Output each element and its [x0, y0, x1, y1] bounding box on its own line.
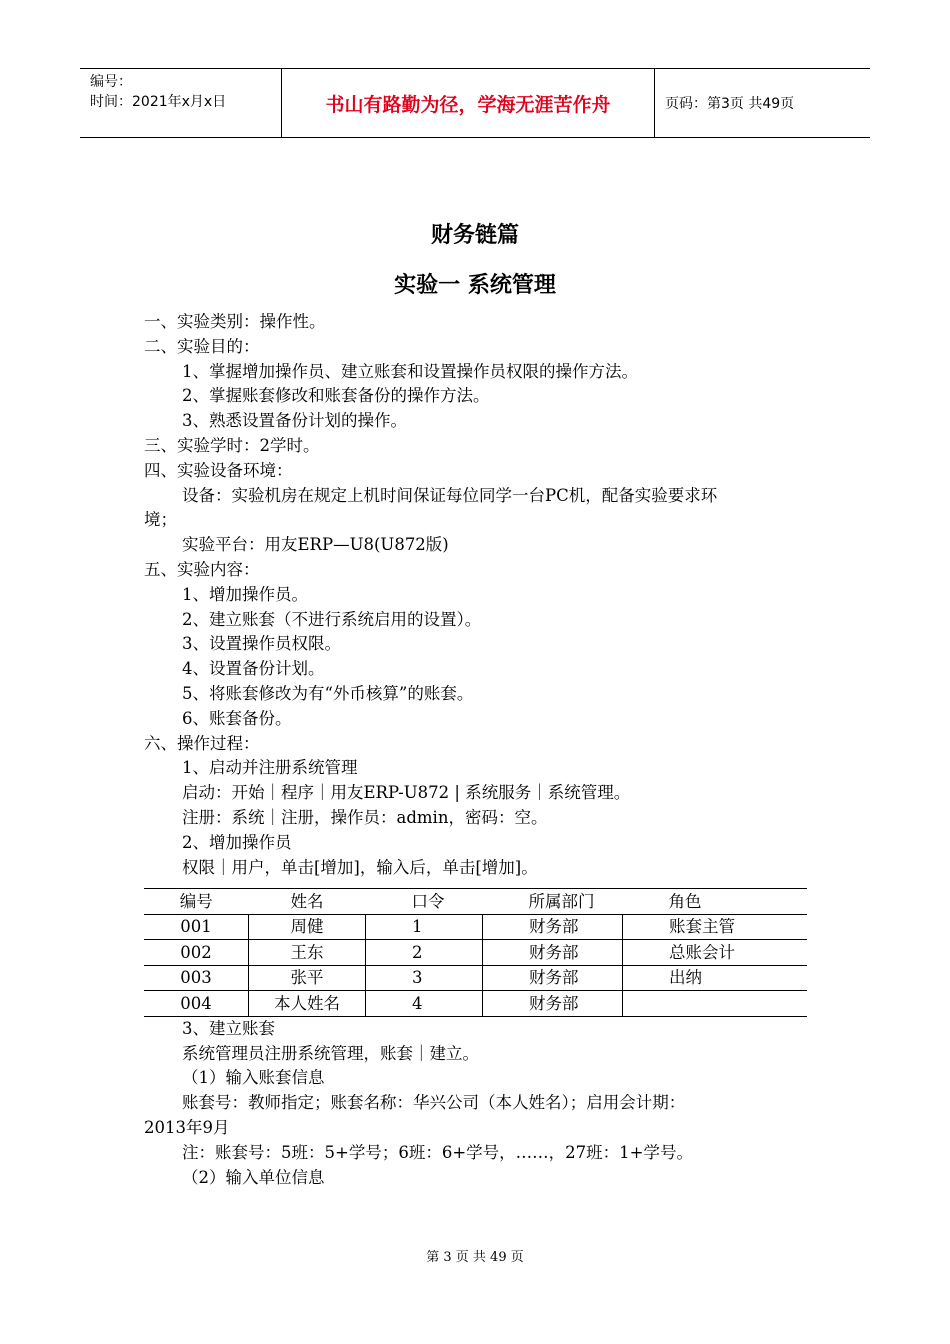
body-paragraph: 启动：开始｜程序｜用友ERP-U872 | 系统服务｜系统管理。	[182, 783, 631, 803]
body-paragraph: 三、实验学时：2学时。	[144, 435, 320, 455]
header-motto: 书山有路勤为径，学海无涯苦作舟	[282, 69, 655, 137]
body-paragraph: 账套号：教师指定；账套名称：华兴公司（本人姓名）；启用会计期：	[182, 1093, 686, 1113]
table-cell: 002	[144, 940, 249, 966]
table-cell: 周健	[249, 914, 366, 940]
table-row	[144, 965, 807, 991]
table-cell: 本人姓名	[249, 991, 366, 1017]
body-paragraph: 2013年9月	[144, 1118, 230, 1138]
table-cell: 财务部	[483, 914, 623, 940]
table-cell: 2	[366, 940, 483, 966]
body-paragraph: 注：账套号：5班：5+学号；6班：6+学号，……，27班：1+学号。	[182, 1142, 693, 1162]
body-paragraph: 五、实验内容：	[144, 559, 260, 579]
header-time-label: 时间：2021年x月x日	[90, 94, 227, 110]
body-paragraph: 六、操作过程：	[144, 733, 260, 753]
table-cell: 财务部	[483, 991, 623, 1017]
document-title: 财务链篇	[430, 223, 519, 248]
body-paragraph: （1）输入账套信息	[182, 1068, 325, 1088]
header-meta	[80, 69, 282, 137]
body-paragraph: 5、将账套修改为有“外币核算”的账套。	[182, 683, 474, 703]
table-cell: 出纳	[623, 965, 808, 991]
operator-table	[144, 888, 807, 1017]
table-cell: 3	[366, 965, 483, 991]
table-header-cell: 姓名	[249, 889, 366, 915]
table-cell: 4	[366, 991, 483, 1017]
body-lines-after-table	[144, 1017, 809, 1191]
table-header-cell: 口令	[366, 889, 483, 915]
body-paragraph: 二、实验目的：	[144, 336, 260, 356]
document-subtitle: 实验一 系统管理	[394, 273, 556, 298]
body-paragraph: 4、设置备份计划。	[182, 659, 325, 679]
header-page-info: 页码：第3页 共49页	[665, 96, 795, 112]
body-lines-before-table	[144, 310, 809, 880]
body-paragraph: 3、建立账套	[182, 1018, 275, 1038]
table-row	[144, 914, 807, 940]
page-footer: 第 3 页 共 49 页	[426, 1250, 524, 1265]
body-paragraph: 2、增加操作员	[182, 832, 292, 852]
body-paragraph: 1、启动并注册系统管理	[182, 758, 358, 778]
table-cell: 004	[144, 991, 249, 1017]
body-paragraph: （2）输入单位信息	[182, 1167, 325, 1187]
table-cell: 1	[366, 914, 483, 940]
body-paragraph: 境；	[144, 510, 177, 530]
table-cell: 财务部	[483, 965, 623, 991]
body-paragraph: 3、熟悉设置备份计划的操作。	[182, 411, 407, 431]
table-row	[144, 991, 807, 1017]
body-paragraph: 1、掌握增加操作员、建立账套和设置操作员权限的操作方法。	[182, 361, 638, 381]
body-paragraph: 设备：实验机房在规定上机时间保证每位同学一台PC机，配备实验要求环	[182, 485, 718, 505]
table-cell: 王东	[249, 940, 366, 966]
body-paragraph: 3、设置操作员权限。	[182, 634, 341, 654]
body-paragraph: 系统管理员注册系统管理，账套｜建立。	[182, 1043, 479, 1063]
body-paragraph: 6、账套备份。	[182, 708, 292, 728]
body-paragraph: 实验平台：用友ERP—U8(U872版)	[182, 535, 449, 555]
body-paragraph: 一、实验类别：操作性。	[144, 312, 326, 331]
table-cell: 003	[144, 965, 249, 991]
table-header-cell: 角色	[623, 889, 808, 915]
body-paragraph: 注册：系统｜注册，操作员：admin，密码：空。	[182, 807, 548, 827]
table-cell: 财务部	[483, 940, 623, 966]
table-header-cell: 所属部门	[483, 889, 623, 915]
table-cell: 账套主管	[623, 914, 808, 940]
body-paragraph: 1、增加操作员。	[182, 584, 308, 604]
table-cell	[623, 991, 808, 1017]
document-body	[144, 310, 809, 1190]
table-header-cell: 编号	[144, 889, 249, 915]
table-row	[144, 940, 807, 966]
table-header-row	[144, 889, 807, 915]
body-paragraph: 权限｜用户，单击[增加]，输入后，单击[增加]。	[182, 857, 538, 877]
body-paragraph: 2、掌握账套修改和账套备份的操作方法。	[182, 386, 490, 406]
table-cell: 001	[144, 914, 249, 940]
table-cell: 总账会计	[623, 940, 808, 966]
page-header	[80, 68, 870, 138]
header-number-label: 编号：	[90, 74, 132, 90]
body-paragraph: 2、建立账套（不进行系统启用的设置）。	[182, 609, 482, 629]
table-cell: 张平	[249, 965, 366, 991]
body-paragraph: 四、实验设备环境：	[144, 460, 293, 480]
